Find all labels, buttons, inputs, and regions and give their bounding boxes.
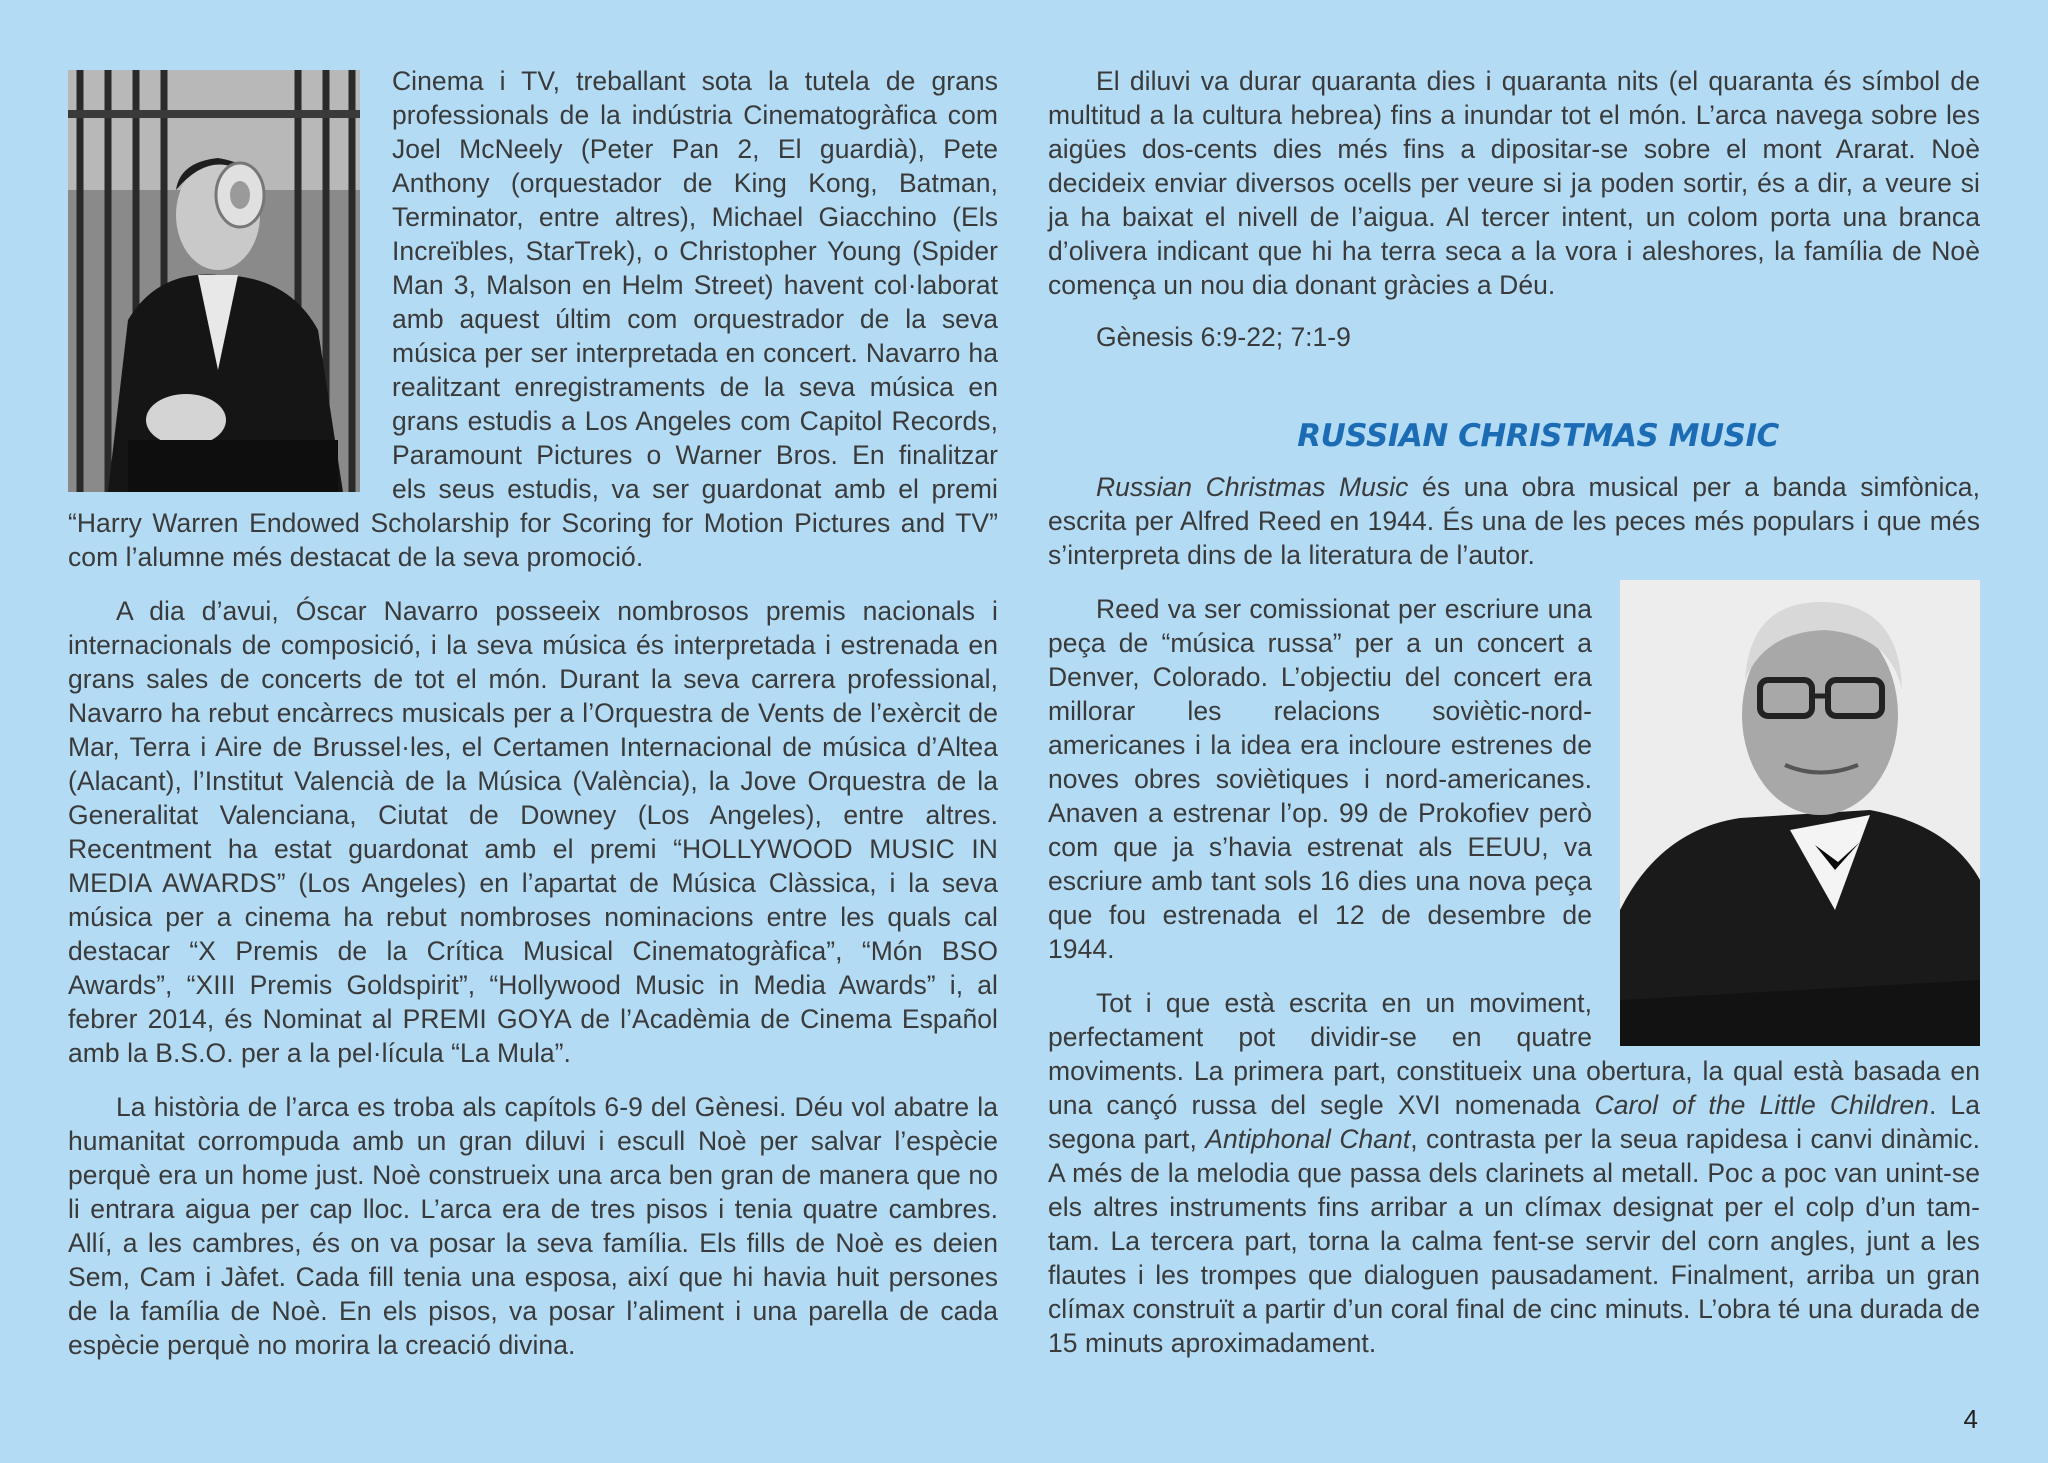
- awards-paragraph: A dia d’avui, Óscar Navarro posseeix nombrosos premis nacionals i internacionals de composició, i la seva música és interpretada i estrenada en grans sales de concerts de tot el món. Durant la seva carrera professional, Navarro ha rebut encàrrecs musicals per a l’Orquestra de Vents de l’exèrcit de Mar, Terra i Aire de Brussel·les, el Certamen Internacional de música d’Altea (Alacant), l’Institut Valencià de la Música (València), la Jove Orquestra de la Generalitat Valenciana, Ciutat de Downey (Los Angeles), entre altres. Recentment ha estat guardonat amb el premi “HOLLYWOOD MUSIC IN MEDIA AWARDS” (Los Angeles) en l’apartat de Música Clàssica, i la seva música per a cinema ha rebut nombroses nominacions entre les quals cal destacar “X Premis de la Crítica Musical Cinematogràfica”, “Món BSO Awards”, “XIII Premis Goldspirit”, “Hollywood Music in Media Awards” i, al febrer 2014, és Nominat al PREMI GOYA de l’Acadèmia de Cinema Español amb la B.S.O. per a la pel·lícula “La Mula”.: [68, 596, 998, 1068]
- chant-title: Antiphonal Chant: [1205, 1124, 1411, 1154]
- composer-photo: [68, 70, 360, 492]
- carol-title: Carol of the Little Children: [1594, 1090, 1929, 1120]
- page-number: 4: [1963, 1404, 1978, 1434]
- composer-bio-paragraph: Cinema i TV, treballant sota la tutela de grans professionals de la indústria Cinematogràfica com Joel McNeely (Peter Pan 2, El guardià), Pete Anthony (orquestador de King Kong, Batman, Terminator, entre altres), Michael Giacchino (Els Increïbles, StarTrek), o Christopher Young (Spider Man 3, Malson en Helm Street) havent col·laborat amb aquest últim com orquestrador de la seva música per ser interpretada en concert. Navarro ha realitzant enregistraments de la seva música en grans estudis a Los Angeles com Capitol Records, Paramount Pictures o Warner Bros. En finalitzar els seus estudis, va ser guardonat amb el premi “Harry Warren Endowed Scholarship for Scoring for Motion Pictures and TV” com l’alumne més destacat de la seva promoció.: [68, 66, 998, 572]
- structure-text-b: . La segona part,: [1048, 1090, 1980, 1154]
- intro-paragraph: [1048, 470, 1980, 572]
- intro-text: és una obra musical per a banda simfònica, escrita per Alfred Reed en 1944. És una de les peces més populars i que més s’interpreta dins de la literatura de l’autor.: [1048, 472, 1980, 570]
- structure-text-a: Tot i que està escrita en un moviment, perfectament pot dividir-se en quatre moviments. La primera part, constitueix una obertura, la qual està basada en una cançó russa del segle XVI nomenada: [1048, 988, 1980, 1120]
- bible-reference: Gènesis 6:9-22; 7:1-9: [1096, 322, 1351, 352]
- work-title: Russian Christmas Music: [1096, 472, 1409, 502]
- section-heading: RUSSIAN CHRISTMAS MUSIC: [1297, 418, 1779, 454]
- ark-story-paragraph: La història de l’arca es troba als capítols 6-9 del Gènesi. Déu vol abatre la humanitat corrompuda amb un gran diluvi i escull Noè per salvar l’espècie perquè era un home just. Noè construeix una arca ben gran de manera que no li entrara aigua per cap lloc. L’arca era de tres pisos i tenia quatre cambres. Allí, a les cambres, és on va posar la seva família. Els fills de Noè es deien Sem, Cam i Jàfet. Cada fill tenia una esposa, així que hi havia huit persones de la família de Noè. En els pisos, va posar l’aliment i una parella de cada espècie perquè no morira la creació divina.: [68, 1092, 998, 1360]
- structure-text-c: , contrasta per la seua rapidesa i canvi dinàmic. A més de la melodia que passa dels clarinets al metall. Poc a poc van unint-se els altres instruments fins arribar a un clímax designat per el colp d’un tam-tam. La tercera part, torna la calma fent-se servir del corn angles, junt a les flautes i les trompes que dialoguen pausadament. Finalment, arriba un gran clímax construït a partir d’un coral final de cinc minuts. L’obra té una durada de 15 minuts aproximadament.: [1048, 1124, 1981, 1358]
- right-column: [1048, 64, 1980, 1360]
- alfred-reed-photo: [1620, 580, 1980, 1046]
- left-column: [68, 64, 998, 1362]
- flood-paragraph: El diluvi va durar quaranta dies i quaranta nits (el quaranta és símbol de multitud a la cultura hebrea) fins a inundar tot el món. L’arca navega sobre les aigües dos-cents dies més fins a dipositar-se sobre el mont Ararat. Noè decideix enviar diversos ocells per veure si ja poden sortir, és a dir, a veure si ja ha baixat el nivell de l’aigua. Al tercer intent, un colom porta una branca d’olivera indicant que hi ha terra seca a la vora i aleshores, la família de Noè comença un nou dia donant gràcies a Déu.: [1048, 66, 1980, 300]
- commission-paragraph: Reed va ser comissionat per escriure una peça de “música russa” per a un concert a Denver, Colorado. L’objectiu del concert era millorar les relacions soviètic-nord-americanes i la idea era incloure estrenes de noves obres soviètiques i nord-americanes. Anaven a estrenar l’op. 99 de Prokofiev però com que ja s’havia estrenat als EEUU, va escriure amb tant sols 16 dies una nova peça que fou estrenada el 12 de desembre de 1944.: [1048, 594, 1592, 964]
